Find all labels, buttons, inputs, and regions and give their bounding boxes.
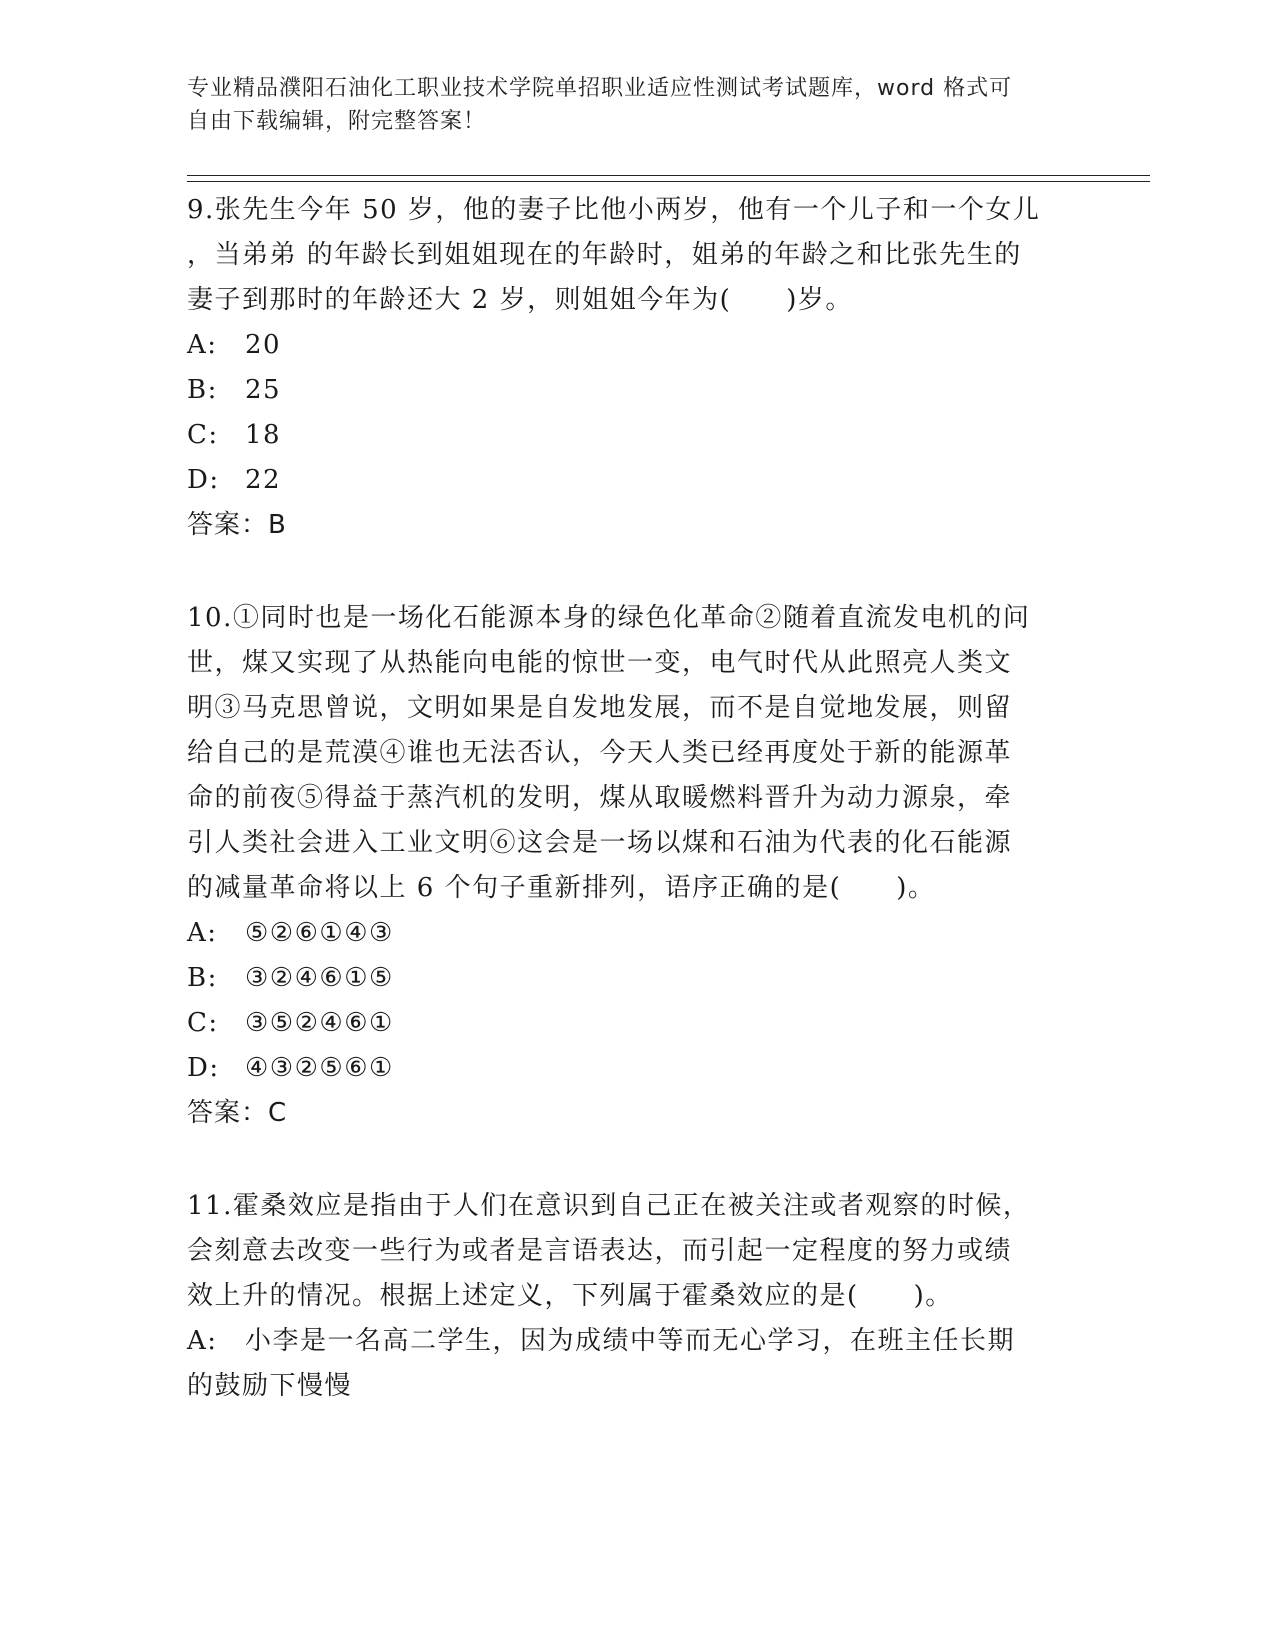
option-text: 小李是一名高二学生，因为成绩中等而无心学习，在班主任长期 xyxy=(245,1326,1016,1356)
option-a xyxy=(187,1319,1067,1364)
question-stem-line: 世，煤又实现了从热能向电能的惊世一变，电气时代从此照亮人类文 xyxy=(187,648,1013,678)
option-label: C: xyxy=(187,420,219,450)
option-label: A: xyxy=(187,918,218,948)
question-9 xyxy=(187,188,1067,548)
answer-line: 答案：C xyxy=(187,1098,288,1128)
header-divider-top xyxy=(187,175,1150,176)
option-d xyxy=(187,458,1067,503)
option-label: C: xyxy=(187,1008,219,1038)
option-text: 20 xyxy=(245,330,282,360)
option-b xyxy=(187,956,1067,1001)
question-stem-line: 明③马克思曾说，文明如果是自发地发展，而不是自觉地发展，则留 xyxy=(187,693,1013,723)
option-label: A: xyxy=(187,1326,218,1356)
option-b xyxy=(187,368,1067,413)
option-d xyxy=(187,1046,1067,1091)
question-stem-line: 10.①同时也是一场化石能源本身的绿色化革命②随着直流发电机的问 xyxy=(187,603,1031,633)
page-header xyxy=(187,72,1067,138)
question-stem-line: 给自己的是荒漠④谁也无法否认，今天人类已经再度处于新的能源革 xyxy=(187,738,1013,768)
option-text: 25 xyxy=(245,375,282,405)
option-text: 18 xyxy=(245,420,282,450)
option-label: D: xyxy=(187,1053,220,1083)
option-a xyxy=(187,911,1067,956)
option-c xyxy=(187,1001,1067,1046)
option-text: ③⑤②④⑥① xyxy=(245,1008,394,1038)
question-stem-line: ，当弟弟 的年龄长到姐姐现在的年龄时，姐弟的年龄之和比张先生的 xyxy=(187,240,1022,270)
option-label: B: xyxy=(187,963,218,993)
header-divider-bottom xyxy=(187,181,1150,182)
question-stem-line: 会刻意去改变一些行为或者是言语表达，而引起一定程度的努力或绩 xyxy=(187,1236,1013,1266)
question-11 xyxy=(187,1184,1067,1409)
option-text: ④③②⑤⑥① xyxy=(245,1053,394,1083)
header-line-2: 自由下载编辑，附完整答案！ xyxy=(187,109,487,134)
option-text: 的鼓励下慢慢 xyxy=(187,1371,353,1401)
answer-line: 答案：B xyxy=(187,510,287,540)
question-stem-line: 9.张先生今年 50 岁，他的妻子比他小两岁，他有一个儿子和一个女儿 xyxy=(187,195,1041,225)
question-stem-line: 引人类社会进入工业文明⑥这会是一场以煤和石油为代表的化石能源 xyxy=(187,828,1013,858)
question-stem-line: 命的前夜⑤得益于蒸汽机的发明，煤从取暖燃料晋升为动力源泉，牵 xyxy=(187,783,1013,813)
option-label: B: xyxy=(187,375,218,405)
header-line-1: 专业精品濮阳石油化工职业技术学院单招职业适应性测试考试题库，word 格式可 xyxy=(187,76,1013,101)
question-stem-line: 效上升的情况。根据上述定义，下列属于霍桑效应的是( )。 xyxy=(187,1281,953,1311)
option-label: A: xyxy=(187,330,218,360)
question-stem-line: 妻子到那时的年龄还大 2 岁，则姐姐今年为( )岁。 xyxy=(187,285,853,315)
question-stem-line: 11.霍桑效应是指由于人们在意识到自己正在被关注或者观察的时候， xyxy=(187,1191,1031,1221)
option-text: ⑤②⑥①④③ xyxy=(245,918,394,948)
option-label: D: xyxy=(187,465,220,495)
option-a xyxy=(187,323,1067,368)
option-a-continued xyxy=(187,1364,1067,1409)
question-stem-line: 的减量革命将以上 6 个句子重新排列，语序正确的是( )。 xyxy=(187,873,936,903)
question-10 xyxy=(187,596,1067,1136)
option-c xyxy=(187,413,1067,458)
option-text: ③②④⑥①⑤ xyxy=(245,963,394,993)
option-text: 22 xyxy=(245,465,282,495)
